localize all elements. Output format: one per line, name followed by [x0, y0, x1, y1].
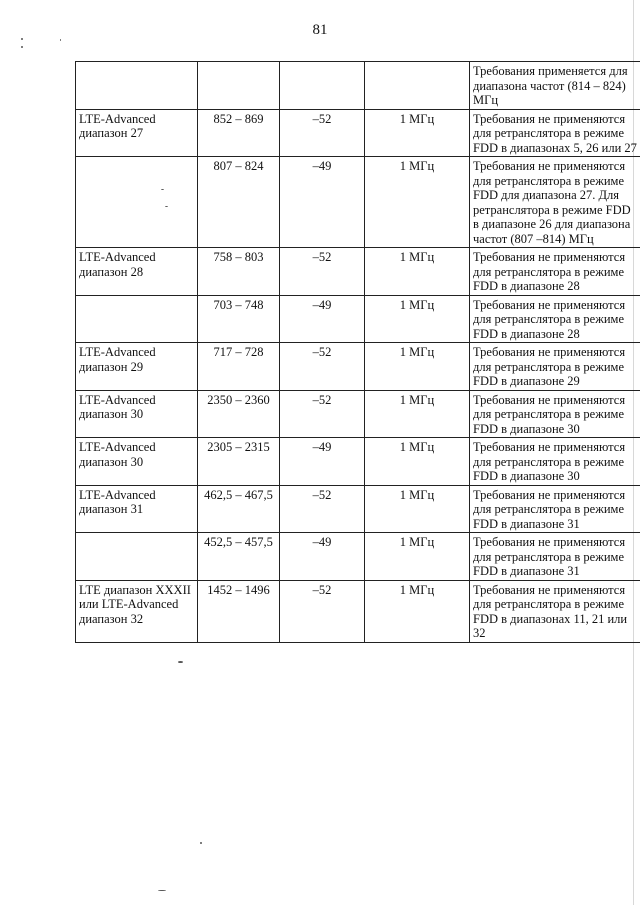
table-row [76, 62, 640, 110]
cell-level: –52 [280, 485, 365, 533]
cell-bandwidth: 1 МГц [365, 248, 470, 296]
cell-bandwidth: 1 МГц [365, 485, 470, 533]
cell-note: Требования не применяются для ретранслятора в режиме FDD в диапазоне 28 [470, 295, 640, 343]
table-row [76, 343, 640, 391]
cell-frequency: 758 – 803 [198, 248, 280, 296]
table-row [76, 580, 640, 642]
cell-bandwidth: 1 МГц [365, 343, 470, 391]
cell-level: –52 [280, 109, 365, 157]
cell-band: LTE диапазон XXXII или LTE-Advanced диапазон 32 [76, 580, 198, 642]
cell-frequency: 2305 – 2315 [198, 438, 280, 486]
cell-note: Требования не применяются для ретранслятора в режиме FDD для диапазона 27. Для ретранслятора в режиме FDD в диапазоне 26 для диапазона частот (807 –814) МГц [470, 157, 640, 248]
scan-speck [60, 39, 61, 41]
cell-band: LTE-Advanced диапазон 27 [76, 109, 198, 157]
table-row [76, 438, 640, 486]
cell-bandwidth: 1 МГц [365, 580, 470, 642]
cell-level: –52 [280, 248, 365, 296]
cell-note: Требования не применяются для ретранслятора в режиме FDD в диапазонах 5, 26 или 27 [470, 109, 640, 157]
cell-band: LTE-Advanced диапазон 28 [76, 248, 198, 296]
cell-note: Требования не применяются для ретранслятора в режиме FDD в диапазоне 30 [470, 390, 640, 438]
cell-note: Требования не применяются для ретранслятора в режиме FDD в диапазоне 29 [470, 343, 640, 391]
cell-frequency [198, 62, 280, 110]
table-row [76, 533, 640, 581]
cell-bandwidth: 1 МГц [365, 390, 470, 438]
scan-speck [21, 46, 23, 48]
cell-bandwidth: 1 МГц [365, 533, 470, 581]
cell-note: Требования не применяются для ретранслятора в режиме FDD в диапазоне 31 [470, 485, 640, 533]
page-number: 81 [312, 22, 328, 38]
cell-band: LTE-Advanced диапазон 31 [76, 485, 198, 533]
table-row [76, 295, 640, 343]
cell-band [76, 62, 198, 110]
cell-band: LTE-Advanced диапазон 30 [76, 390, 198, 438]
cell-band: LTE-Advanced диапазон 29 [76, 343, 198, 391]
cell-level: –52 [280, 580, 365, 642]
table-row [76, 390, 640, 438]
cell-band [76, 157, 198, 248]
cell-frequency: 1452 – 1496 [198, 580, 280, 642]
cell-level: –49 [280, 157, 365, 248]
cell-note: Требования не применяются для ретранслятора в режиме FDD в диапазоне 31 [470, 533, 640, 581]
scan-speck [178, 661, 183, 663]
cell-bandwidth: 1 МГц [365, 157, 470, 248]
cell-band [76, 533, 198, 581]
cell-frequency: 452,5 – 457,5 [198, 533, 280, 581]
cell-bandwidth: 1 МГц [365, 438, 470, 486]
cell-frequency: 717 – 728 [198, 343, 280, 391]
cell-band: LTE-Advanced диапазон 30 [76, 438, 198, 486]
cell-bandwidth: 1 МГц [365, 109, 470, 157]
cell-level: –49 [280, 295, 365, 343]
table-row [76, 485, 640, 533]
cell-bandwidth: 1 МГц [365, 295, 470, 343]
cell-frequency: 703 – 748 [198, 295, 280, 343]
cell-frequency: 462,5 – 467,5 [198, 485, 280, 533]
cell-frequency: 807 – 824 [198, 157, 280, 248]
cell-note: Требования применяется для диапазона частот (814 – 824) МГц [470, 62, 640, 110]
cell-note: Требования не применяются для ретранслятора в режиме FDD в диапазоне 30 [470, 438, 640, 486]
scan-speck [200, 842, 202, 844]
cell-level [280, 62, 365, 110]
table-row [76, 248, 640, 296]
cell-bandwidth [365, 62, 470, 110]
scan-speck [158, 890, 166, 891]
cell-note: Требования не применяются для ретранслятора в режиме FDD в диапазоне 28 [470, 248, 640, 296]
cell-level: –52 [280, 343, 365, 391]
cell-level: –49 [280, 438, 365, 486]
cell-band [76, 295, 198, 343]
table-row [76, 109, 640, 157]
table-row [76, 157, 640, 248]
cell-level: –52 [280, 390, 365, 438]
cell-frequency: 852 – 869 [198, 109, 280, 157]
cell-frequency: 2350 – 2360 [198, 390, 280, 438]
cell-level: –49 [280, 533, 365, 581]
cell-note: Требования не применяются для ретранслятора в режиме FDD в диапазонах 11, 21 или 32 [470, 580, 640, 642]
requirements-table [75, 61, 640, 643]
